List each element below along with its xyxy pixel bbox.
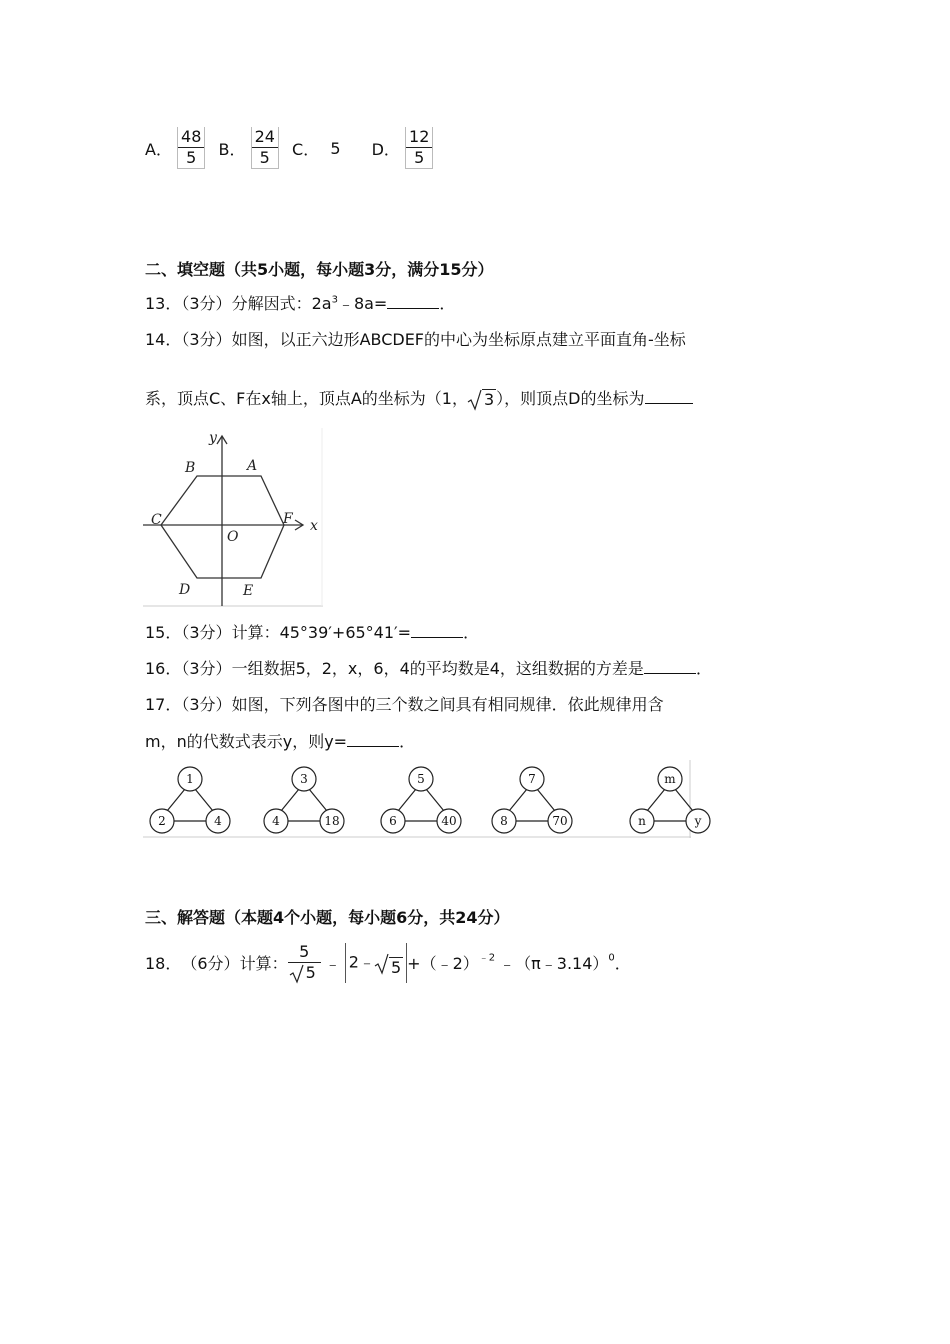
q13-text: 分解因式：2a	[231, 294, 332, 313]
question-14-line-2	[145, 386, 693, 410]
option-a-fraction	[177, 127, 205, 169]
node-value-right: 70	[552, 814, 568, 828]
node-value-right: 18	[324, 814, 340, 828]
label-f: F	[283, 511, 293, 527]
option-c-value: 5	[330, 138, 341, 158]
node-value-left: 8	[500, 814, 508, 828]
label-o: O	[227, 529, 239, 545]
q16-number: 16．	[145, 659, 182, 678]
q18-number: 18．	[145, 954, 182, 973]
node-value-top: 1	[186, 772, 194, 786]
node-value-top: 7	[528, 772, 536, 786]
q15-end: ．	[463, 623, 480, 642]
q18-text: 计算：	[239, 954, 288, 973]
q18-tail: +（﹣2）	[407, 954, 479, 973]
option-d-label: D．	[371, 139, 400, 159]
option-d-fraction	[405, 127, 433, 169]
q17-score: （3分）	[181, 695, 232, 714]
node-value-top: 5	[417, 772, 425, 786]
q13-tail: ﹣8a=	[337, 294, 388, 313]
node-value-left: 2	[158, 814, 166, 828]
option-b-numerator: 24	[254, 127, 275, 146]
node-value-left: 6	[389, 814, 397, 828]
q13-exponent: 3	[331, 294, 338, 306]
q13-end: ．	[439, 294, 456, 313]
node-value-top: 3	[300, 772, 308, 786]
label-a: A	[247, 458, 258, 474]
node-value-right: 4	[214, 814, 222, 828]
q18-tail-2: ﹣（π﹣3.14）	[499, 954, 609, 973]
section-3-title: 三、解答题（本题4个小题，每小题6分，共24分）	[145, 908, 510, 927]
q14-score: （3分）	[181, 330, 232, 349]
node-value-left: 4	[272, 814, 280, 828]
q18-fraction-numerator: 5	[299, 942, 310, 961]
q18-minus: ﹣	[324, 954, 341, 973]
q18-denominator-radicand: 5	[305, 963, 316, 982]
q17-line-2-text: m，n的代数式表示y，则y=	[145, 732, 348, 751]
q16-score: （3分）	[181, 659, 232, 678]
question-15	[145, 620, 479, 643]
q18-exponent: ﹣2	[478, 952, 496, 964]
option-d-numerator: 12	[409, 127, 430, 146]
question-16	[145, 656, 712, 679]
option-d-denominator: 5	[406, 147, 432, 168]
q14-sqrt-radicand: 3	[483, 390, 495, 409]
option-b-label: B．	[218, 139, 246, 159]
question-17-line-1	[145, 692, 664, 715]
q14-line-2-pre: 系，顶点C、F在x轴上，顶点A的坐标为（1，	[145, 389, 468, 408]
q18-fraction-denominator	[288, 962, 321, 983]
q14-line-2-post: ），则顶点D的坐标为	[496, 389, 645, 408]
q15-number: 15．	[145, 623, 182, 642]
q16-text: 一组数据5，2，x，6，4的平均数是4，这组数据的方差是	[231, 659, 644, 678]
label-x: x	[310, 518, 318, 534]
question-17-line-2	[145, 729, 415, 752]
q16-end: ．	[695, 659, 712, 678]
label-e: E	[243, 583, 254, 599]
answer-options	[145, 127, 433, 169]
q18-end: ．	[614, 954, 631, 973]
node-value-right: y	[694, 814, 702, 828]
node-value-right: 40	[441, 814, 457, 828]
question-14-line-1	[145, 327, 686, 350]
q17-number: 17．	[145, 695, 182, 714]
q18-abs-radicand: 5	[390, 957, 402, 977]
q14-answer-blank[interactable]	[645, 387, 693, 404]
q18-absolute-value	[345, 943, 407, 983]
q13-answer-blank[interactable]	[387, 292, 439, 309]
option-a-numerator: 48	[181, 127, 202, 146]
q15-score: （3分）	[181, 623, 232, 642]
label-y: y	[209, 430, 217, 446]
hexagon-figure	[143, 428, 325, 608]
q17-line-1-text: 如图，下列各图中的三个数之间具有相同规律．依此规律用含	[231, 695, 664, 714]
label-c: C	[151, 512, 162, 528]
label-b: B	[185, 460, 196, 476]
question-13	[145, 291, 455, 314]
triangles-figure	[143, 760, 702, 840]
node-value-top: m	[664, 772, 676, 786]
option-a-denominator: 5	[178, 147, 204, 168]
q13-score: （3分）	[181, 294, 232, 313]
q14-line-1-text: 如图，以正六边形ABCDEF的中心为坐标原点建立平面直角-坐标	[231, 330, 686, 349]
question-18	[145, 942, 631, 983]
label-d: D	[179, 582, 191, 598]
node-value-left: n	[638, 814, 646, 828]
q18-abs-sqrt	[375, 953, 403, 983]
option-b-denominator: 5	[252, 147, 278, 168]
q18-score: （6分）	[181, 954, 240, 973]
q18-fraction	[288, 942, 321, 983]
section-2-title: 二、填空题（共5小题，每小题3分，满分15分）	[145, 260, 494, 279]
option-b-fraction	[251, 127, 279, 169]
q15-answer-blank[interactable]	[411, 621, 463, 638]
q15-text: 计算：45°39′+65°41′=	[231, 623, 412, 642]
q17-answer-blank[interactable]	[347, 730, 399, 747]
q14-number: 14．	[145, 330, 182, 349]
q13-number: 13．	[145, 294, 182, 313]
option-c-label: C．	[292, 139, 320, 159]
q18-exponent-2: 0	[608, 952, 615, 964]
q17-end: ．	[399, 732, 416, 751]
q18-abs-pre: 2﹣	[348, 952, 375, 971]
q14-sqrt	[468, 389, 496, 410]
q16-answer-blank[interactable]	[644, 657, 696, 674]
option-a-label: A．	[145, 139, 172, 159]
